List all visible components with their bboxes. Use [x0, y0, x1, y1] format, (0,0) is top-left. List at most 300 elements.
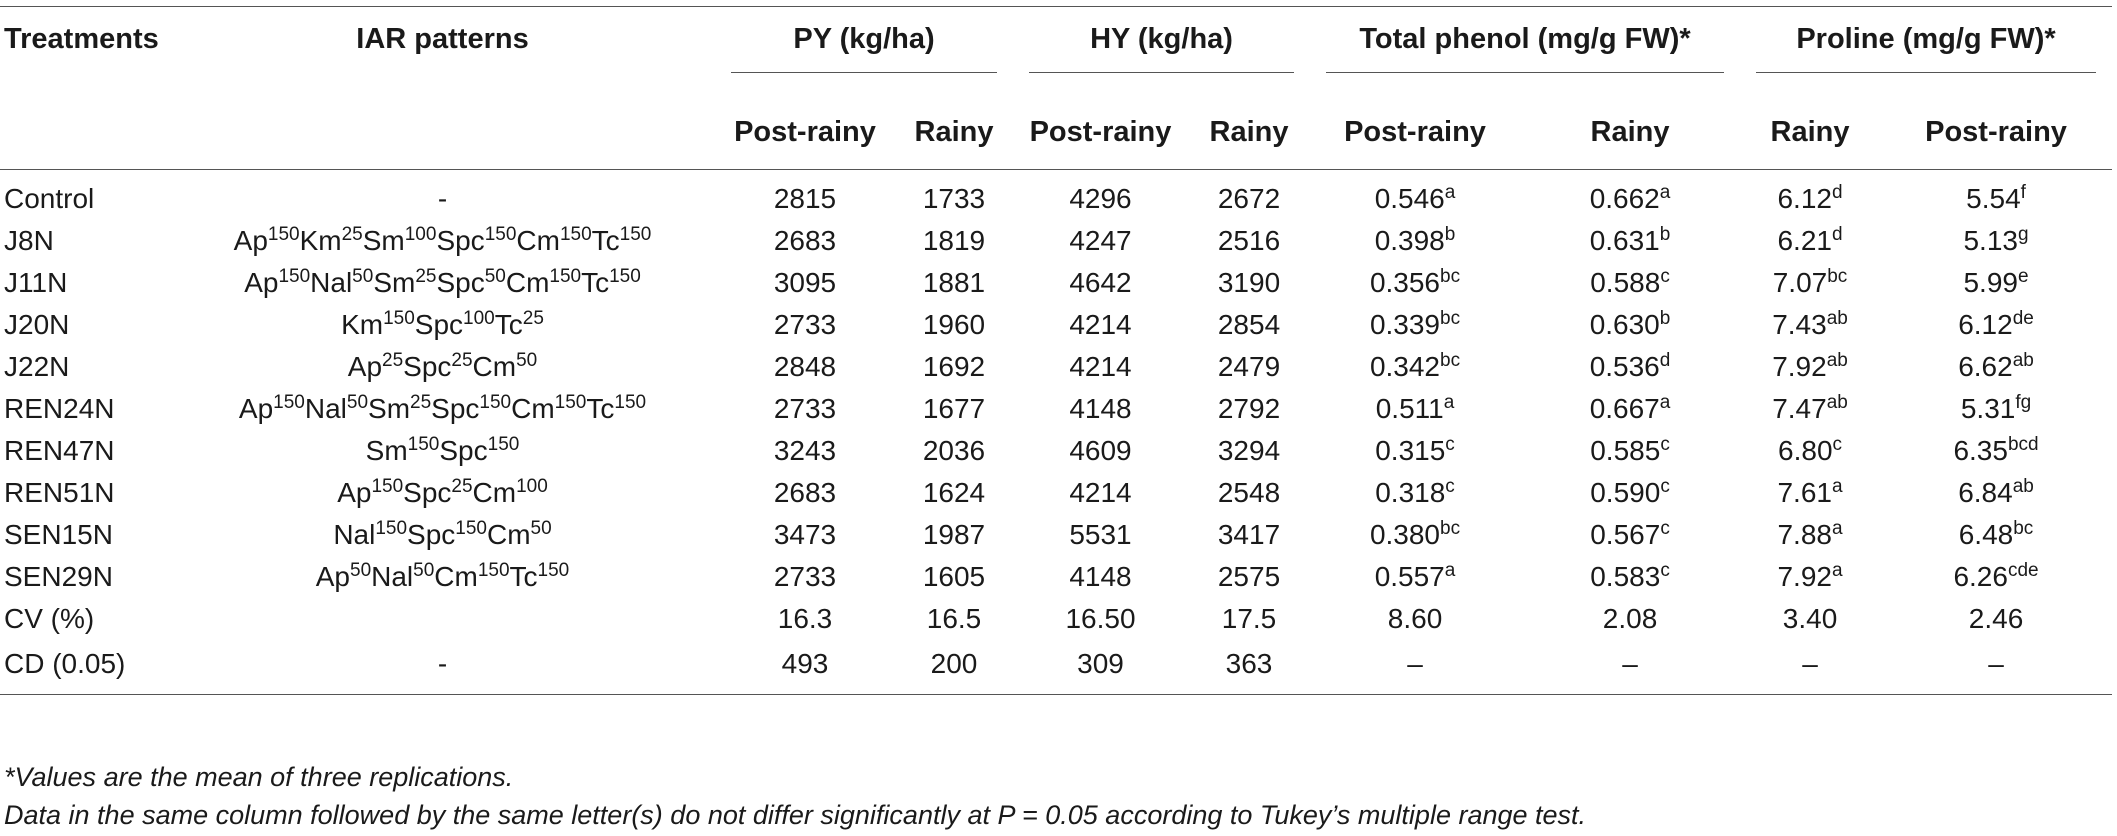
cell-treatment: J20N	[4, 309, 70, 340]
significance-letter: 150	[549, 266, 582, 287]
cell-tp1	[1310, 346, 1520, 388]
cell-treatment: REN24N	[4, 393, 115, 424]
cell-pr2	[1880, 388, 2112, 430]
cell-hy2: 2479	[1217, 351, 1281, 382]
cell-value: 0.380	[1369, 519, 1441, 550]
cell-tp2	[1520, 388, 1740, 430]
significance-letter: c	[1660, 434, 1670, 455]
cell-hy1: 309	[1013, 640, 1188, 695]
cell-value: 2.08	[1602, 603, 1658, 634]
cell-value: 6.12	[1958, 309, 2013, 340]
significance-letter: ab	[1826, 308, 1848, 329]
cell-value: Sm	[373, 267, 416, 298]
significance-letter: d	[1659, 350, 1671, 371]
cell-tp1	[1310, 430, 1520, 472]
cell-value: Sm	[368, 393, 411, 424]
cell-value: Ap	[233, 225, 268, 256]
cell-value: Nal	[333, 519, 376, 550]
cell-value: Tc	[586, 393, 615, 424]
cell-tp1	[1310, 640, 1520, 695]
cell-pr2	[1880, 472, 2112, 514]
subheader-py-post-rainy: Post-rainy	[734, 115, 876, 148]
table-row	[0, 472, 2112, 514]
cell-hy1: 4642	[1069, 267, 1132, 298]
cell-value: 0.356	[1369, 267, 1441, 298]
subheader-proline-post-rainy: Post-rainy	[1925, 115, 2067, 148]
cell-tp1	[1310, 472, 1520, 514]
cell-value: 0.567	[1590, 519, 1661, 550]
cell-py1: 2848	[773, 351, 837, 382]
cell-tp2	[1520, 640, 1740, 695]
significance-letter: cde	[2007, 560, 2039, 581]
significance-letter: 150	[278, 266, 311, 287]
significance-letter: 50	[346, 392, 369, 413]
cell-value: Km	[341, 309, 384, 340]
cell-py1: 3095	[773, 267, 837, 298]
significance-letter: b	[1659, 308, 1671, 329]
cell-pr2	[1880, 304, 2112, 346]
significance-letter: 150	[477, 560, 510, 581]
significance-letter: 150	[455, 518, 487, 539]
cell-hy1: 4148	[1069, 393, 1132, 424]
results-table	[0, 6, 2112, 695]
significance-letter: bcd	[2007, 434, 2039, 455]
cell-value: Ap	[244, 267, 279, 298]
cell-pr2	[1880, 598, 2112, 640]
cell-treatment: CD (0.05)	[0, 640, 170, 695]
cell-hy2: 2792	[1217, 393, 1281, 424]
header-iar-patterns: IAR patterns	[356, 23, 529, 55]
significance-letter: 25	[451, 476, 473, 497]
significance-letter: 50	[516, 350, 538, 371]
cell-value: 0.546	[1374, 183, 1445, 214]
cell-tp2	[1520, 304, 1740, 346]
table-row	[0, 514, 2112, 556]
cell-pr1	[1740, 220, 1880, 262]
cell-py2: 1733	[922, 183, 986, 214]
cell-value: Cm	[472, 351, 517, 382]
cell-value: Nal	[304, 393, 347, 424]
cell-value: 7.07	[1772, 267, 1828, 298]
cell-value: 0.557	[1374, 561, 1445, 592]
cell-value: Cm	[511, 393, 555, 424]
cell-tp1	[1310, 220, 1520, 262]
cell-value: 8.60	[1387, 603, 1443, 634]
cell-py2: 1605	[922, 561, 986, 592]
cell-hy2: 363	[1188, 640, 1310, 695]
cell-value: Ap	[238, 393, 274, 424]
cell-value: 6.84	[1958, 477, 2013, 508]
cell-value: 7.43	[1772, 309, 1827, 340]
footnote-tukey: Data in the same column followed by the same letter(s) do not differ significantly at P = 0.05 according to Tukey’s multiple range test.	[4, 800, 1587, 830]
cell-py2: 200	[895, 640, 1013, 695]
cell-iar-pattern	[170, 640, 715, 695]
cell-treatment: SEN15N	[4, 519, 113, 550]
cell-hy2: 17.5	[1221, 603, 1277, 634]
significance-letter: 100	[516, 476, 548, 497]
footnote-mean: *Values are the mean of three replications.	[4, 762, 514, 792]
cell-value: -	[437, 183, 448, 214]
cell-value: Tc	[494, 309, 523, 340]
significance-letter: d	[1831, 182, 1843, 203]
cell-treatment: J22N	[4, 351, 70, 382]
table-row	[0, 598, 2112, 640]
cell-value: 0.342	[1369, 351, 1441, 382]
significance-letter: ab	[1826, 350, 1848, 371]
significance-letter: a	[1831, 476, 1843, 497]
cell-value: 6.48	[1958, 519, 2014, 550]
significance-letter: 150	[614, 392, 647, 413]
cell-value: 7.61	[1777, 477, 1832, 508]
cell-value: Nal	[371, 561, 414, 592]
cell-value: 7.47	[1772, 393, 1827, 424]
cell-pr1	[1740, 472, 1880, 514]
cell-pr1	[1740, 388, 1880, 430]
cell-value: 3.40	[1782, 603, 1838, 634]
cell-iar-pattern	[170, 556, 715, 598]
cell-hy1: 4214	[1069, 309, 1132, 340]
cell-value: 0.536	[1589, 351, 1660, 382]
cell-value: 7.92	[1772, 351, 1827, 382]
cell-value: Nal	[310, 267, 353, 298]
significance-letter: 150	[383, 308, 415, 329]
cell-tp1	[1310, 598, 1520, 640]
cell-py2: 1677	[922, 393, 986, 424]
cell-py2: 1819	[922, 225, 986, 256]
significance-letter: de	[2012, 308, 2034, 329]
significance-letter: 150	[609, 266, 641, 287]
cell-value: Spc	[436, 225, 485, 256]
significance-letter: bc	[1440, 350, 1461, 371]
cell-py2: 16.5	[926, 603, 982, 634]
cell-tp1	[1310, 514, 1520, 556]
cell-value: 6.35	[1953, 435, 2008, 466]
table-row	[0, 262, 2112, 304]
cell-value: –	[1407, 648, 1423, 679]
cell-hy2: 2854	[1217, 309, 1281, 340]
cell-value: 0.631	[1589, 225, 1660, 256]
significance-letter: e	[2017, 266, 2029, 287]
cell-hy2: 2516	[1217, 225, 1281, 256]
significance-letter: c	[1660, 476, 1670, 497]
table-row	[0, 640, 2112, 695]
significance-letter: 25	[382, 350, 404, 371]
cell-py2: 2036	[922, 435, 986, 466]
cell-treatment: REN51N	[4, 477, 115, 508]
cell-value: 2.46	[1968, 603, 2024, 634]
table-row	[0, 346, 2112, 388]
header-proline	[1740, 7, 2112, 96]
cell-value: 5.13	[1963, 225, 2018, 256]
subheader-hy-rainy: Rainy	[1209, 115, 1289, 148]
cell-value: Cm	[472, 477, 517, 508]
cell-pr1	[1740, 640, 1880, 695]
cell-tp2	[1520, 472, 1740, 514]
cell-value: Spc	[403, 351, 452, 382]
subheader-py-rainy: Rainy	[914, 115, 994, 148]
significance-letter: c	[1832, 434, 1843, 455]
significance-letter: ab	[2012, 476, 2034, 497]
significance-letter: 25	[415, 266, 437, 287]
significance-letter: 50	[413, 560, 435, 581]
significance-letter: 150	[407, 434, 440, 455]
significance-letter: ab	[1826, 392, 1848, 413]
significance-letter: 50	[352, 266, 374, 287]
subheader-hy-post-rainy: Post-rainy	[1029, 115, 1172, 148]
cell-iar-pattern	[170, 598, 715, 640]
significance-letter: 50	[484, 266, 506, 287]
cell-pr1	[1740, 262, 1880, 304]
cell-value: Cm	[434, 561, 478, 592]
cell-value: 0.315	[1375, 435, 1446, 466]
cell-value: 0.667	[1589, 393, 1660, 424]
significance-letter: 150	[537, 560, 570, 581]
cell-value: 0.318	[1375, 477, 1446, 508]
table-body	[0, 170, 2112, 695]
significance-letter: 150	[619, 224, 652, 245]
cell-py1: 3243	[773, 435, 837, 466]
cell-iar-pattern	[170, 170, 715, 221]
cell-tp1	[1310, 262, 1520, 304]
cell-value: 6.26	[1953, 561, 2008, 592]
cell-hy1: 4148	[1069, 561, 1132, 592]
cell-py1: 2683	[773, 477, 837, 508]
cell-value: 0.630	[1589, 309, 1660, 340]
cell-hy2: 2548	[1217, 477, 1281, 508]
cell-py1: 2815	[773, 183, 837, 214]
cell-value: Spc	[431, 393, 480, 424]
cell-tp2	[1520, 556, 1740, 598]
table-row	[0, 388, 2112, 430]
significance-letter: a	[1831, 518, 1843, 539]
significance-letter: c	[1660, 518, 1670, 539]
cell-treatment: SEN29N	[4, 561, 113, 592]
significance-letter: 150	[267, 224, 300, 245]
cell-value: 7.92	[1777, 561, 1832, 592]
cell-value: 6.12	[1777, 183, 1832, 214]
significance-letter: ab	[2012, 350, 2034, 371]
cell-py1: 2733	[773, 561, 837, 592]
cell-value: Tc	[509, 561, 538, 592]
cell-tp2	[1520, 262, 1740, 304]
header-py-label: PY (kg/ha)	[731, 23, 997, 73]
significance-letter: a	[1444, 560, 1456, 581]
header-total-phenol	[1310, 7, 1740, 96]
significance-letter: bc	[1827, 266, 1848, 287]
cell-value: Km	[299, 225, 342, 256]
cell-pr2	[1880, 170, 2112, 221]
cell-value: Spc	[407, 519, 456, 550]
cell-pr1	[1740, 556, 1880, 598]
cell-iar-pattern	[170, 514, 715, 556]
significance-letter: bc	[1440, 518, 1461, 539]
cell-hy2: 3417	[1217, 519, 1281, 550]
cell-value: –	[1988, 648, 2004, 679]
significance-letter: a	[1831, 560, 1843, 581]
cell-py1: 2683	[773, 225, 837, 256]
cell-hy1: 4247	[1069, 225, 1132, 256]
cell-py1: 2733	[773, 309, 837, 340]
cell-tp1	[1310, 388, 1520, 430]
significance-letter: 25	[341, 224, 363, 245]
significance-letter: a	[1443, 392, 1455, 413]
cell-py1: 16.3	[777, 603, 833, 634]
table-row	[0, 220, 2112, 262]
significance-letter: g	[2017, 224, 2029, 245]
cell-value: Cm	[486, 519, 531, 550]
cell-hy2: 2672	[1217, 183, 1281, 214]
table-row	[0, 304, 2112, 346]
cell-tp2	[1520, 430, 1740, 472]
significance-letter: 25	[522, 308, 544, 329]
header-blank	[170, 95, 715, 170]
significance-letter: a	[1659, 392, 1671, 413]
cell-hy1: 4214	[1069, 477, 1132, 508]
header-treatments: Treatments	[4, 23, 159, 55]
cell-tp2	[1520, 170, 1740, 221]
cell-value: 6.62	[1958, 351, 2013, 382]
cell-pr2	[1880, 262, 2112, 304]
cell-pr1	[1740, 598, 1880, 640]
cell-py2: 1692	[922, 351, 986, 382]
cell-pr2	[1880, 640, 2112, 695]
cell-value: 6.21	[1777, 225, 1832, 256]
cell-value: Tc	[581, 267, 610, 298]
significance-letter: a	[1659, 182, 1671, 203]
cell-value: Sm	[362, 225, 405, 256]
cell-value: Ap	[337, 477, 372, 508]
cell-tp1	[1310, 556, 1520, 598]
cell-pr2	[1880, 430, 2112, 472]
cell-value: Spc	[439, 435, 488, 466]
header-total-phenol-label: Total phenol (mg/g FW)*	[1326, 23, 1724, 73]
table-row	[0, 430, 2112, 472]
cell-pr2	[1880, 514, 2112, 556]
significance-letter: 150	[371, 476, 404, 497]
cell-value: 0.588	[1590, 267, 1661, 298]
cell-hy2: 3190	[1217, 267, 1281, 298]
significance-letter: b	[1659, 224, 1671, 245]
cell-hy1: 4296	[1069, 183, 1132, 214]
cell-value: Sm	[365, 435, 408, 466]
cell-py2: 1987	[922, 519, 986, 550]
significance-letter: bc	[1440, 308, 1461, 329]
cell-iar-pattern	[170, 262, 715, 304]
cell-hy1: 4609	[1069, 435, 1132, 466]
significance-letter: f	[2020, 182, 2026, 203]
cell-value: –	[1802, 648, 1818, 679]
cell-value: 7.88	[1777, 519, 1832, 550]
cell-value: 0.590	[1590, 477, 1661, 508]
cell-value: 5.54	[1966, 183, 2021, 214]
cell-value: 0.662	[1589, 183, 1660, 214]
cell-value: Ap	[315, 561, 350, 592]
significance-letter: fg	[2015, 392, 2032, 413]
cell-value: Cm	[516, 225, 560, 256]
cell-value: 5.31	[1960, 393, 2016, 424]
cell-tp2	[1520, 514, 1740, 556]
cell-iar-pattern	[170, 430, 715, 472]
header-hy	[1013, 7, 1310, 96]
cell-value: 5.99	[1963, 267, 2018, 298]
significance-letter: bc	[1440, 266, 1461, 287]
significance-letter: c	[1660, 560, 1670, 581]
cell-iar-pattern	[170, 346, 715, 388]
cell-value: 0.398	[1374, 225, 1445, 256]
significance-letter: 150	[554, 392, 587, 413]
cell-tp1	[1310, 170, 1520, 221]
header-hy-label: HY (kg/ha)	[1029, 23, 1294, 73]
header-proline-label: Proline (mg/g FW)*	[1756, 23, 2096, 73]
cell-py1: 493	[715, 640, 895, 695]
cell-value: -	[437, 648, 448, 679]
cell-py2: 1624	[922, 477, 986, 508]
significance-letter: 50	[350, 560, 372, 581]
cell-pr1	[1740, 346, 1880, 388]
subheader-proline-rainy: Rainy	[1770, 115, 1850, 148]
subheader-phenol-rainy: Rainy	[1590, 115, 1670, 148]
cell-treatment: CV (%)	[4, 603, 95, 634]
cell-iar-pattern	[170, 220, 715, 262]
significance-letter: 100	[463, 308, 495, 329]
cell-iar-pattern	[170, 304, 715, 346]
cell-pr1	[1740, 514, 1880, 556]
cell-tp2	[1520, 346, 1740, 388]
table-header	[0, 7, 2112, 170]
significance-letter: c	[1660, 266, 1670, 287]
cell-value: 0.585	[1590, 435, 1661, 466]
cell-value: 0.583	[1590, 561, 1661, 592]
significance-letter: 150	[484, 224, 517, 245]
cell-hy1: 5531	[1069, 519, 1132, 550]
table-row	[0, 556, 2112, 598]
significance-letter: 25	[451, 350, 473, 371]
cell-value: Spc	[403, 477, 452, 508]
significance-letter: a	[1444, 182, 1456, 203]
cell-treatment: REN47N	[4, 435, 115, 466]
significance-letter: 150	[273, 392, 305, 413]
cell-iar-pattern	[170, 472, 715, 514]
significance-letter: c	[1445, 434, 1455, 455]
cell-value: 6.80	[1778, 435, 1833, 466]
significance-letter: c	[1445, 476, 1455, 497]
cell-tp2	[1520, 220, 1740, 262]
cell-pr1	[1740, 430, 1880, 472]
significance-letter: 150	[559, 224, 592, 245]
significance-letter: 150	[487, 434, 520, 455]
significance-letter: bc	[2013, 518, 2034, 539]
cell-value: Tc	[591, 225, 620, 256]
cell-hy1: 4214	[1069, 351, 1132, 382]
cell-value: 0.339	[1369, 309, 1441, 340]
cell-py2: 1881	[922, 267, 986, 298]
cell-value: Ap	[347, 351, 383, 382]
cell-pr2	[1880, 556, 2112, 598]
cell-value: Spc	[436, 267, 485, 298]
cell-hy2: 2575	[1217, 561, 1281, 592]
cell-pr2	[1880, 220, 2112, 262]
significance-letter: 25	[410, 392, 432, 413]
cell-py2: 1960	[922, 309, 986, 340]
cell-py1: 3473	[773, 519, 837, 550]
cell-value: Cm	[505, 267, 550, 298]
cell-tp1	[1310, 304, 1520, 346]
significance-letter: 150	[479, 392, 512, 413]
cell-hy2: 3294	[1217, 435, 1281, 466]
cell-iar-pattern	[170, 388, 715, 430]
cell-value: 0.511	[1375, 393, 1444, 424]
cell-treatment: Control	[4, 183, 95, 214]
